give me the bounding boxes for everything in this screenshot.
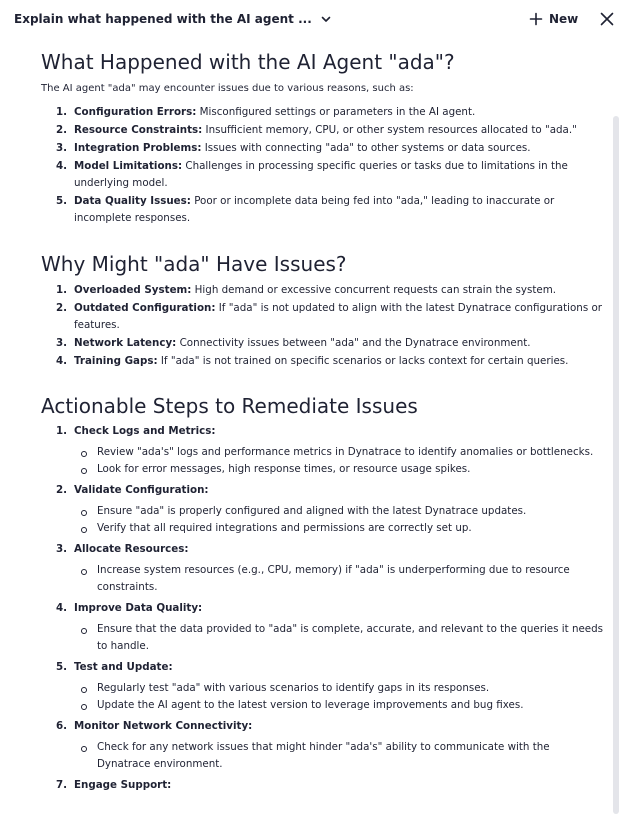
bullet-item: Increase system resources (e.g., CPU, memory) if "ada" is underperforming due to resource constraints. <box>74 562 606 596</box>
list-item <box>56 282 606 299</box>
list-item-title: Training Gaps: <box>74 355 158 367</box>
list-item-text: Misconfigured settings or parameters in the AI agent. <box>196 106 476 118</box>
step-item <box>56 777 606 794</box>
list-number: 2. <box>56 124 68 136</box>
list-item <box>56 335 606 352</box>
step-title: Allocate Resources: <box>74 543 189 555</box>
bullet-item: Verify that all required integrations and permissions are correctly set up. <box>74 520 606 537</box>
step-title: Monitor Network Connectivity: <box>74 720 253 732</box>
step-bullets <box>74 444 606 478</box>
bullet-item: Update the AI agent to the latest version to leverage improvements and bug fixes. <box>74 697 606 714</box>
step-title: Improve Data Quality: <box>74 602 203 614</box>
causes-list <box>56 104 606 228</box>
step-title: Validate Configuration: <box>74 484 209 496</box>
list-number: 1. <box>56 284 68 296</box>
step-number: 4. <box>56 602 68 614</box>
step-number: 7. <box>56 779 68 791</box>
bullet-item: Review "ada's" logs and performance metrics in Dynatrace to identify anomalies or bottlenecks. <box>74 444 606 461</box>
step-title: Check Logs and Metrics: <box>74 425 216 437</box>
bullet-item: Ensure that the data provided to "ada" is complete, accurate, and relevant to the queries it needs to handle. <box>74 621 606 655</box>
list-item <box>56 158 606 192</box>
list-number: 4. <box>56 160 68 172</box>
list-item-title: Outdated Configuration: <box>74 302 216 314</box>
list-number: 1. <box>56 106 68 118</box>
step-number: 1. <box>56 425 68 437</box>
list-item <box>56 353 606 370</box>
list-item <box>56 193 606 227</box>
list-item-text: Insufficient memory, CPU, or other system resources allocated to "ada." <box>202 124 577 136</box>
scrollbar[interactable] <box>613 116 619 814</box>
step-bullets <box>74 562 606 596</box>
remediation-steps-list <box>56 423 606 795</box>
step-item <box>56 659 606 714</box>
step-number: 6. <box>56 720 68 732</box>
reasons-list <box>56 282 606 371</box>
list-item-text: Connectivity issues between "ada" and the Dynatrace environment. <box>176 337 531 349</box>
list-item-title: Overloaded System: <box>74 284 192 296</box>
step-bullets <box>74 621 606 655</box>
list-item-title: Resource Constraints: <box>74 124 203 136</box>
list-item-text: Challenges in processing specific queries or tasks due to limitations in the underlying model. <box>74 160 568 189</box>
step-bullets <box>74 739 606 773</box>
list-item <box>56 104 606 121</box>
step-item <box>56 482 606 537</box>
section-heading-what-happened: What Happened with the AI Agent "ada"? <box>41 50 455 74</box>
step-item <box>56 423 606 478</box>
list-number: 5. <box>56 195 68 207</box>
list-item-text: High demand or excessive concurrent requests can strain the system. <box>191 284 557 296</box>
list-item-title: Integration Problems: <box>74 142 202 154</box>
step-item <box>56 718 606 773</box>
step-title: Test and Update: <box>74 661 173 673</box>
list-item-text: If "ada" is not updated to align with the latest Dynatrace configurations or features. <box>74 302 602 331</box>
list-item <box>56 300 606 334</box>
list-item-title: Model Limitations: <box>74 160 183 172</box>
section-heading-why: Why Might "ada" Have Issues? <box>41 252 347 276</box>
bullet-item: Regularly test "ada" with various scenarios to identify gaps in its responses. <box>74 680 606 697</box>
step-number: 3. <box>56 543 68 555</box>
new-chat-label: New <box>549 12 579 26</box>
step-bullets <box>74 680 606 714</box>
bullet-item: Ensure "ada" is properly configured and aligned with the latest Dynatrace updates. <box>74 503 606 520</box>
list-number: 2. <box>56 302 68 314</box>
list-item-text: If "ada" is not trained on specific scenarios or lacks context for certain queries. <box>157 355 569 367</box>
list-number: 3. <box>56 142 68 154</box>
step-item <box>56 600 606 655</box>
bullet-item: Check for any network issues that might hinder "ada's" ability to communicate with the Dynatrace environment. <box>74 739 606 773</box>
list-item-title: Data Quality Issues: <box>74 195 191 207</box>
step-title: Engage Support: <box>74 779 172 791</box>
section-heading-steps: Actionable Steps to Remediate Issues <box>41 394 418 418</box>
list-item-title: Network Latency: <box>74 337 177 349</box>
step-number: 5. <box>56 661 68 673</box>
list-item-text: Issues with connecting "ada" to other systems or data sources. <box>201 142 531 154</box>
bullet-item: Look for error messages, high response times, or resource usage spikes. <box>74 461 606 478</box>
list-item <box>56 122 606 139</box>
list-item-text: Poor or incomplete data being fed into "ada," leading to inaccurate or incomplete responses. <box>74 195 555 224</box>
conversation-title: Explain what happened with the AI agent ... <box>14 12 312 26</box>
step-bullets <box>74 503 606 537</box>
list-number: 3. <box>56 337 68 349</box>
step-number: 2. <box>56 484 68 496</box>
list-item-title: Configuration Errors: <box>74 106 197 118</box>
list-number: 4. <box>56 355 68 367</box>
list-item <box>56 140 606 157</box>
intro-text: The AI agent "ada" may encounter issues due to various reasons, such as: <box>41 83 414 94</box>
step-item <box>56 541 606 596</box>
